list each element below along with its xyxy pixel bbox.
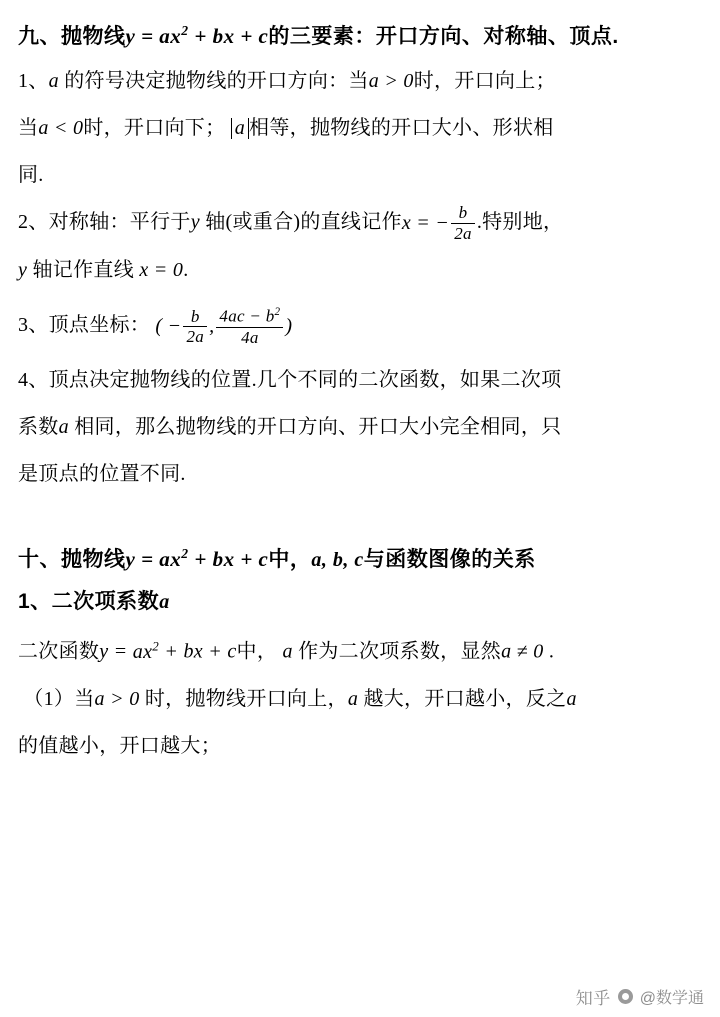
section-nine-heading-suffix: 的三要素：开口方向、对称轴、顶点. bbox=[268, 25, 619, 48]
item2-text-4: 轴记作直线 bbox=[32, 258, 134, 281]
item1-text-1: 的符号决定抛物线的开口方向：当 bbox=[64, 70, 369, 92]
section-ten-heading-formula: $y = ax^2$ + bx + c bbox=[125, 546, 269, 572]
paragraph-item-4 bbox=[18, 358, 698, 403]
p1-symbol-a: a bbox=[282, 640, 293, 663]
item2-symbol-y: y bbox=[190, 211, 200, 233]
item3-label: 3、顶点坐标： bbox=[18, 313, 151, 336]
section-nine-heading-prefix: 九、抛物线 bbox=[18, 25, 126, 48]
section-ten-heading-prefix: 十、抛物线 bbox=[18, 548, 126, 572]
paragraph-item-1-cont bbox=[18, 106, 698, 151]
item1-text-3: 当 bbox=[18, 117, 39, 139]
p2-text-2: 越大，开口越小，反之 bbox=[363, 687, 567, 710]
subsection-one-heading bbox=[18, 583, 698, 621]
p1-text-2: 中， bbox=[236, 640, 278, 663]
paragraph-item-1 bbox=[18, 59, 698, 104]
p1-text-1: 二次函数 bbox=[18, 640, 100, 663]
fraction-4ac-minus-b2-over-4a: $\frac{4ac - b^2}{4a}$ bbox=[216, 306, 283, 347]
paragraph-item-4-cont bbox=[18, 405, 698, 450]
section-nine-heading bbox=[18, 10, 698, 57]
paragraph-item-2 bbox=[18, 200, 698, 246]
item4-text-2: 系数 bbox=[18, 416, 59, 439]
item1-text-4: 时，开口向下； bbox=[83, 117, 226, 139]
paragraph-case-1-cont bbox=[18, 724, 698, 769]
item2-equation-axis: x = − $\frac{b}{2a}$ bbox=[402, 201, 477, 246]
item2-symbol-y-2: y bbox=[18, 258, 28, 281]
item1-text-5: 相等，抛物线的开口大小、形状相 bbox=[249, 117, 554, 139]
watermark-handle: @数学通 bbox=[639, 990, 704, 1007]
item4-text-4: 是顶点的位置不同. bbox=[18, 463, 186, 486]
item2-text-5: . bbox=[183, 258, 189, 281]
section-nine-heading-formula: $y = ax^2$ + bx + c bbox=[125, 23, 269, 48]
item4-text-1: 4、顶点决定抛物线的位置.几个不同的二次函数，如果二次项 bbox=[18, 369, 562, 392]
item2-text-2: 轴(或重合)的直线记作 bbox=[205, 211, 402, 233]
item1-condition-1: a > 0 bbox=[368, 70, 414, 92]
section-ten-heading-abc: a, b, c bbox=[311, 549, 364, 572]
item1-number: 1、 bbox=[18, 70, 49, 92]
fraction-b-over-2a-vertex: $\frac{b}{2a}$ bbox=[183, 307, 207, 347]
subsection-one-symbol-a: a bbox=[159, 591, 170, 614]
vertex-comma: , bbox=[209, 315, 215, 338]
p1-condition: a ≠ 0 bbox=[501, 640, 544, 663]
zhihu-logo: 知乎 bbox=[575, 989, 611, 1008]
vertex-open-paren: ( − bbox=[155, 315, 182, 338]
vertex-coordinates-expression bbox=[155, 296, 292, 356]
section-ten-heading bbox=[18, 533, 698, 581]
paragraph-item-4-end bbox=[18, 452, 698, 497]
p2-symbol-a-1: a bbox=[347, 687, 359, 710]
item2-text-1: 2、对称轴：平行于 bbox=[18, 211, 191, 233]
item1-condition-2: a < 0 bbox=[38, 117, 84, 139]
item2-equation-x-zero: x = 0 bbox=[139, 258, 184, 281]
item4-symbol-a: a bbox=[58, 416, 69, 439]
p2-condition: a > 0 bbox=[94, 687, 140, 710]
p1-formula: $y = ax^2$ + bx + c bbox=[99, 638, 237, 663]
item4-text-3: 相同，那么抛物线的开口方向、开口大小完全相同，只 bbox=[74, 416, 562, 439]
item2-text-3: .特别地， bbox=[476, 211, 564, 233]
paragraph-item-2-cont bbox=[18, 248, 698, 293]
subsection-one-label: 1、二次项系数 bbox=[18, 590, 160, 614]
paragraph-item-1-end bbox=[18, 153, 698, 198]
p2-number: （1）当 bbox=[23, 687, 95, 710]
watermark bbox=[576, 984, 704, 1009]
p1-text-3: 作为二次项系数，显然 bbox=[298, 640, 502, 663]
item1-text-6: 同. bbox=[18, 164, 44, 186]
paragraph-item-3 bbox=[18, 295, 698, 356]
user-avatar-icon bbox=[618, 989, 633, 1004]
fraction-b-over-2a: $\frac{b}{2a}$ bbox=[451, 203, 475, 243]
p1-text-4: . bbox=[548, 640, 555, 663]
vertex-close-paren: ) bbox=[285, 315, 293, 338]
section-ten-heading-suffix: 与函数图像的关系 bbox=[363, 548, 536, 572]
section-ten-heading-mid: 中， bbox=[268, 548, 312, 572]
item1-text-2: 时，开口向上； bbox=[413, 70, 556, 92]
fraction-numerator: $4ac - b^2$ bbox=[216, 306, 283, 327]
item1-abs-a: a bbox=[231, 118, 249, 139]
item1-symbol-a: a bbox=[48, 70, 59, 92]
p2-text-1: 时，抛物线开口向上， bbox=[144, 687, 348, 710]
paragraph-quadratic-coefficient bbox=[18, 623, 698, 675]
p2-text-3: 的值越小，开口越大； bbox=[18, 734, 221, 757]
p2-symbol-a-2: a bbox=[566, 687, 577, 710]
paragraph-case-1 bbox=[18, 677, 698, 722]
section-spacer bbox=[18, 499, 698, 533]
